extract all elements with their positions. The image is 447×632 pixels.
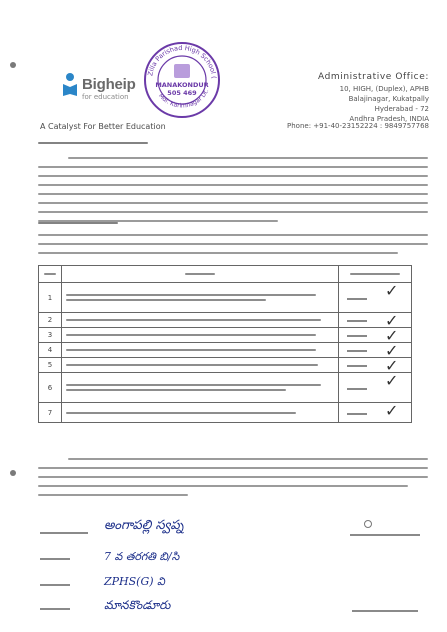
section-paragraph (38, 234, 430, 261)
school-handwriting: ZPHS(G) వి (104, 575, 165, 588)
row-number: 1 (39, 283, 62, 313)
header-number (39, 266, 62, 283)
row-number: 7 (39, 403, 62, 423)
closing-paragraph (38, 458, 430, 503)
svg-text:MANAKONDUR: MANAKONDUR (155, 81, 209, 89)
address-line: Hyderabad - 72 (374, 105, 429, 113)
svg-text:Mdl. Karimnagar Dt.: Mdl. Karimnagar Dt. (156, 88, 211, 110)
question-text (62, 403, 339, 423)
question-text (62, 358, 339, 373)
svg-text:Zilla Parishad High School (Gi: Zilla Parishad High School ( (146, 43, 218, 79)
place-handwriting: మానకొండూరు (104, 598, 171, 612)
table-row (39, 358, 412, 373)
school-label (40, 584, 70, 586)
punch-hole-bottom (10, 470, 16, 476)
question-text (62, 343, 339, 358)
section-heading (38, 222, 430, 231)
student-name-handwriting: అంగాపల్లి స్వప్న (104, 518, 184, 533)
table-header-row (39, 266, 412, 283)
answer-cell (339, 328, 412, 343)
place-label (40, 608, 70, 610)
check-mark: ✓ (385, 356, 399, 375)
office-title: Administrative Office: (317, 72, 429, 82)
row-number: 3 (39, 328, 62, 343)
answer-cell (339, 313, 412, 328)
address-line: 10, HIGH, (Duplex), APHB (339, 85, 429, 93)
intro-paragraph (38, 157, 430, 229)
table-row (39, 343, 412, 358)
salutation (38, 142, 430, 151)
question-text (62, 373, 339, 403)
row-number: 4 (39, 343, 62, 358)
answer-cell (339, 403, 412, 423)
question-text (62, 313, 339, 328)
answer-cell (339, 373, 412, 403)
table-row (39, 328, 412, 343)
punch-hole-top (10, 62, 16, 68)
table-row (39, 283, 412, 313)
header-question (62, 266, 339, 283)
class-label (40, 558, 70, 560)
answer-cell (339, 358, 412, 373)
address-line: Balajinagar, Kukatpally (348, 95, 429, 103)
answer-cell (339, 283, 412, 313)
check-mark: ✓ (385, 326, 399, 345)
brand-subtitle: for education (82, 93, 129, 101)
brand-name: Bigheip (82, 76, 136, 93)
row-number: 2 (39, 313, 62, 328)
check-mark: ✓ (385, 311, 399, 330)
svg-text:505 469: 505 469 (167, 89, 197, 97)
tagline: A Catalyst For Better Education (40, 122, 166, 131)
office-address (318, 72, 429, 124)
question-text (62, 328, 339, 343)
signatory-mark (364, 520, 372, 528)
check-mark: ✓ (385, 371, 399, 390)
header-answer (339, 266, 412, 283)
name-label (40, 532, 88, 534)
signatory-title (352, 610, 418, 612)
table-row (39, 313, 412, 328)
questionnaire-table (38, 265, 412, 423)
address-line: Andhra Pradesh, INDIA (349, 115, 429, 123)
table-row (39, 373, 412, 403)
phone-number: Phone: +91-40-23152224 : 9849757768 (287, 122, 429, 130)
class-handwriting: 7 వ తరగతి బి/సి (104, 550, 180, 563)
school-stamp (142, 40, 222, 120)
answer-cell (339, 343, 412, 358)
question-text (62, 283, 339, 313)
check-mark: ✓ (385, 341, 399, 360)
row-number: 6 (39, 373, 62, 403)
row-number: 5 (39, 358, 62, 373)
book-icon (62, 72, 78, 98)
check-mark: ✓ (385, 281, 399, 300)
signatory-name (350, 534, 420, 536)
table-row (39, 403, 412, 423)
check-mark: ✓ (385, 401, 399, 420)
